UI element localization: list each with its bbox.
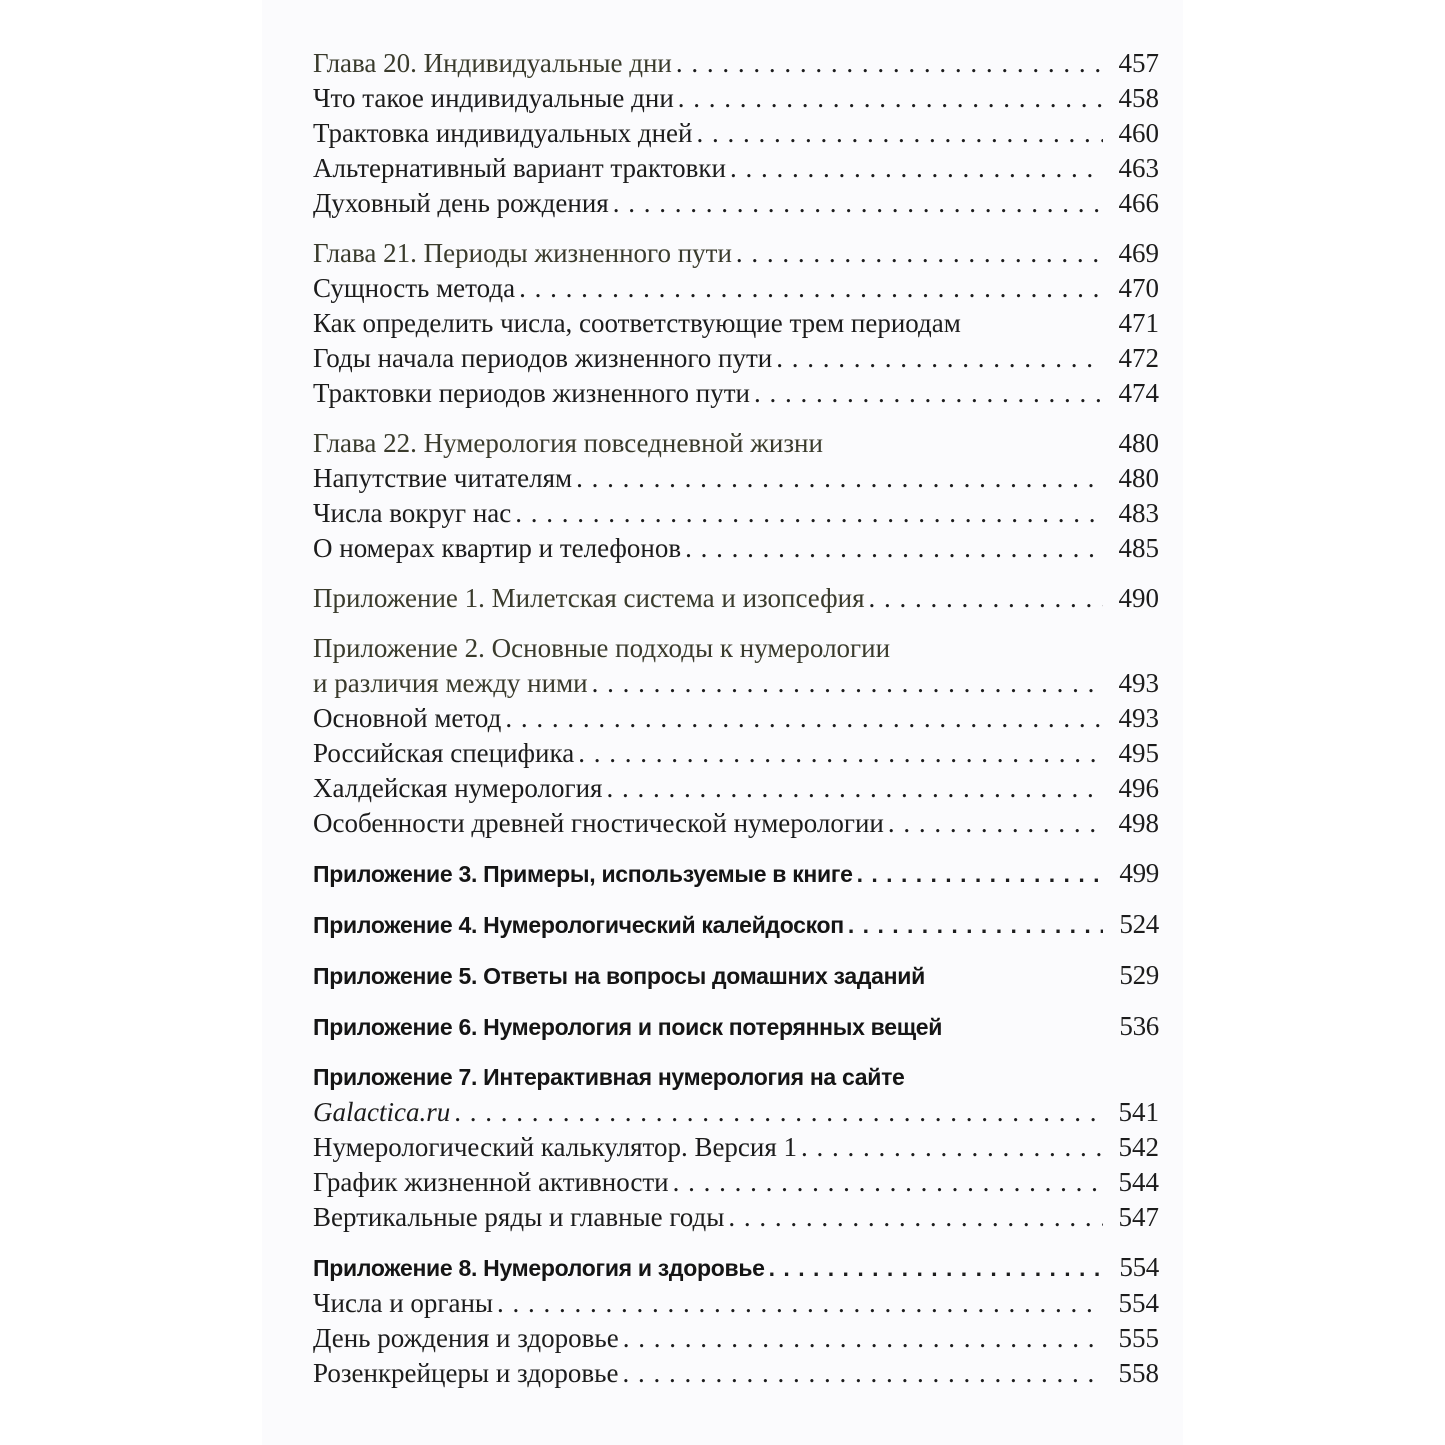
page-number: 460 bbox=[1118, 118, 1159, 148]
toc-label: Вертикальные ряды и главные годы bbox=[313, 1202, 725, 1232]
page-number: 558 bbox=[1118, 1358, 1159, 1388]
page-number: 490 bbox=[1118, 583, 1159, 613]
dot-leader bbox=[676, 46, 1103, 81]
toc-entry bbox=[313, 1130, 1159, 1165]
toc-label: Что такое индивидуальные дни bbox=[313, 83, 674, 113]
dot-leader bbox=[754, 376, 1103, 411]
toc-label: Духовный день рождения bbox=[313, 188, 609, 218]
toc-label: Основной метод bbox=[313, 703, 502, 733]
dot-leader bbox=[730, 151, 1103, 186]
table-of-contents bbox=[313, 46, 1159, 1391]
toc-label: О номерах квартир и телефонов bbox=[313, 533, 682, 563]
toc-entry bbox=[313, 531, 1159, 566]
page-number: 541 bbox=[1118, 1097, 1159, 1127]
page-number: 457 bbox=[1118, 48, 1159, 78]
toc-label: Трактовки периодов жизненного пути bbox=[313, 378, 751, 408]
toc-label: Числа и органы bbox=[313, 1288, 494, 1318]
toc-entry bbox=[313, 1165, 1159, 1200]
page-number: 493 bbox=[1118, 668, 1159, 698]
toc-label: Приложение 6. Нумерология и поиск потерянных вещей bbox=[313, 1014, 943, 1040]
dot-leader bbox=[888, 806, 1103, 841]
page-number: 498 bbox=[1118, 808, 1159, 838]
toc-label: Приложение 8. Нумерология и здоровье bbox=[313, 1255, 765, 1281]
dot-leader bbox=[454, 1095, 1103, 1130]
page-number: 472 bbox=[1118, 343, 1159, 373]
dot-leader bbox=[736, 236, 1103, 271]
toc-entry bbox=[313, 151, 1159, 186]
toc-label: Приложение 2. Основные подходы к нумерологии bbox=[313, 633, 891, 663]
page-number: 471 bbox=[1118, 308, 1159, 338]
toc-label: Годы начала периодов жизненного пути bbox=[313, 343, 773, 373]
toc-entry bbox=[313, 461, 1159, 496]
toc-entry bbox=[313, 271, 1159, 306]
toc-appendix-heading bbox=[313, 958, 1159, 994]
page-number: 547 bbox=[1118, 1202, 1159, 1232]
toc-entry bbox=[313, 771, 1159, 806]
page-number: 555 bbox=[1118, 1323, 1159, 1353]
toc-entry bbox=[313, 701, 1159, 736]
page-number: 483 bbox=[1118, 498, 1159, 528]
page-number: 524 bbox=[1119, 909, 1159, 939]
toc-appendix-heading bbox=[313, 1009, 1159, 1045]
toc-label: Глава 20. Индивидуальные дни bbox=[313, 48, 672, 78]
toc-chapter-heading bbox=[313, 236, 1159, 271]
dot-leader bbox=[769, 1251, 1103, 1286]
toc-label: График жизненной активности bbox=[313, 1167, 669, 1197]
toc-label: Приложение 5. Ответы на вопросы домашних заданий bbox=[313, 963, 925, 989]
toc-label: и различия между ними bbox=[313, 668, 588, 698]
dot-leader bbox=[673, 1165, 1103, 1200]
toc-entry bbox=[313, 81, 1159, 116]
page-number: 529 bbox=[1119, 960, 1159, 990]
toc-appendix-heading-continuation bbox=[313, 666, 1159, 701]
dot-leader bbox=[623, 1321, 1103, 1356]
toc-appendix-heading bbox=[313, 1060, 1159, 1095]
dot-leader bbox=[728, 1200, 1103, 1235]
page-number: 470 bbox=[1118, 273, 1159, 303]
page-number: 463 bbox=[1118, 153, 1159, 183]
dot-leader bbox=[576, 461, 1103, 496]
toc-entry bbox=[313, 306, 1159, 341]
dot-leader bbox=[613, 186, 1103, 221]
page-number: 485 bbox=[1118, 533, 1159, 563]
page-number: 495 bbox=[1118, 738, 1159, 768]
page-number: 480 bbox=[1118, 463, 1159, 493]
toc-label: Приложение 3. Примеры, используемые в книге bbox=[313, 861, 853, 887]
page-number: 493 bbox=[1118, 703, 1159, 733]
page-number: 458 bbox=[1118, 83, 1159, 113]
toc-label: Особенности древней гностической нумерологии bbox=[313, 808, 884, 838]
toc-chapter-heading bbox=[313, 46, 1159, 81]
toc-entry bbox=[313, 1286, 1159, 1321]
toc-appendix-heading bbox=[313, 631, 1159, 666]
toc-chapter-heading bbox=[313, 426, 1159, 461]
toc-entry bbox=[313, 376, 1159, 411]
page-number: 544 bbox=[1118, 1167, 1159, 1197]
page-number: 480 bbox=[1118, 428, 1159, 458]
toc-entry bbox=[313, 1356, 1159, 1391]
toc-entry bbox=[313, 736, 1159, 771]
toc-label: Нумерологический калькулятор. Версия 1 bbox=[313, 1132, 798, 1162]
toc-label: День рождения и здоровье bbox=[313, 1323, 619, 1353]
dot-leader bbox=[519, 271, 1103, 306]
page-number: 466 bbox=[1118, 188, 1159, 218]
page-number: 474 bbox=[1118, 378, 1159, 408]
dot-leader bbox=[685, 531, 1103, 566]
toc-entry bbox=[313, 1200, 1159, 1235]
toc-appendix-heading-continuation bbox=[313, 1095, 1159, 1130]
toc-appendix-heading bbox=[313, 581, 1159, 616]
toc-label: Приложение 7. Интерактивная нумерология на сайте bbox=[313, 1064, 905, 1090]
dot-leader bbox=[606, 771, 1103, 806]
toc-entry bbox=[313, 496, 1159, 531]
toc-label: Напутствие читателям bbox=[313, 463, 573, 493]
dot-leader bbox=[696, 116, 1103, 151]
toc-label: Альтернативный вариант трактовки bbox=[313, 153, 727, 183]
toc-appendix-heading bbox=[313, 1250, 1159, 1286]
toc-label: Глава 21. Периоды жизненного пути bbox=[313, 238, 732, 268]
toc-appendix-heading bbox=[313, 856, 1159, 892]
toc-label: Глава 22. Нумерология повседневной жизни bbox=[313, 428, 823, 458]
dot-leader bbox=[622, 1356, 1103, 1391]
dot-leader bbox=[868, 581, 1103, 616]
page-number: 496 bbox=[1118, 773, 1159, 803]
page-number: 536 bbox=[1119, 1011, 1159, 1041]
toc-entry bbox=[313, 806, 1159, 841]
page-number: 469 bbox=[1118, 238, 1159, 268]
dot-leader bbox=[678, 81, 1103, 116]
dot-leader bbox=[776, 341, 1103, 376]
page-number: 542 bbox=[1118, 1132, 1159, 1162]
site-name: Galactica.ru bbox=[313, 1097, 451, 1127]
page-number: 554 bbox=[1118, 1288, 1159, 1318]
dot-leader bbox=[497, 1286, 1103, 1321]
toc-label: Приложение 4. Нумерологический калейдоскоп bbox=[313, 912, 844, 938]
toc-label: Розенкрейцеры и здоровье bbox=[313, 1358, 619, 1388]
toc-label: Халдейская нумерология bbox=[313, 773, 603, 803]
dot-leader bbox=[578, 736, 1103, 771]
toc-label: Сущность метода bbox=[313, 273, 516, 303]
toc-label: Российская специфика bbox=[313, 738, 575, 768]
dot-leader bbox=[592, 666, 1103, 701]
toc-label bbox=[313, 1095, 450, 1130]
page-number: 554 bbox=[1119, 1252, 1159, 1282]
toc-entry bbox=[313, 186, 1159, 221]
toc-entry bbox=[313, 1321, 1159, 1356]
dot-leader bbox=[515, 496, 1103, 531]
toc-appendix-heading bbox=[313, 907, 1159, 943]
toc-label: Числа вокруг нас bbox=[313, 498, 512, 528]
toc-label: Приложение 1. Милетская система и изопсефия bbox=[313, 583, 865, 613]
page-number: 499 bbox=[1119, 858, 1159, 888]
toc-label: Как определить числа, соответствующие трем периодам bbox=[313, 308, 961, 338]
toc-label: Трактовка индивидуальных дней bbox=[313, 118, 693, 148]
toc-entry bbox=[313, 116, 1159, 151]
dot-leader bbox=[801, 1130, 1103, 1165]
dot-leader bbox=[848, 908, 1103, 943]
dot-leader bbox=[505, 701, 1103, 736]
dot-leader bbox=[857, 857, 1103, 892]
toc-entry bbox=[313, 341, 1159, 376]
